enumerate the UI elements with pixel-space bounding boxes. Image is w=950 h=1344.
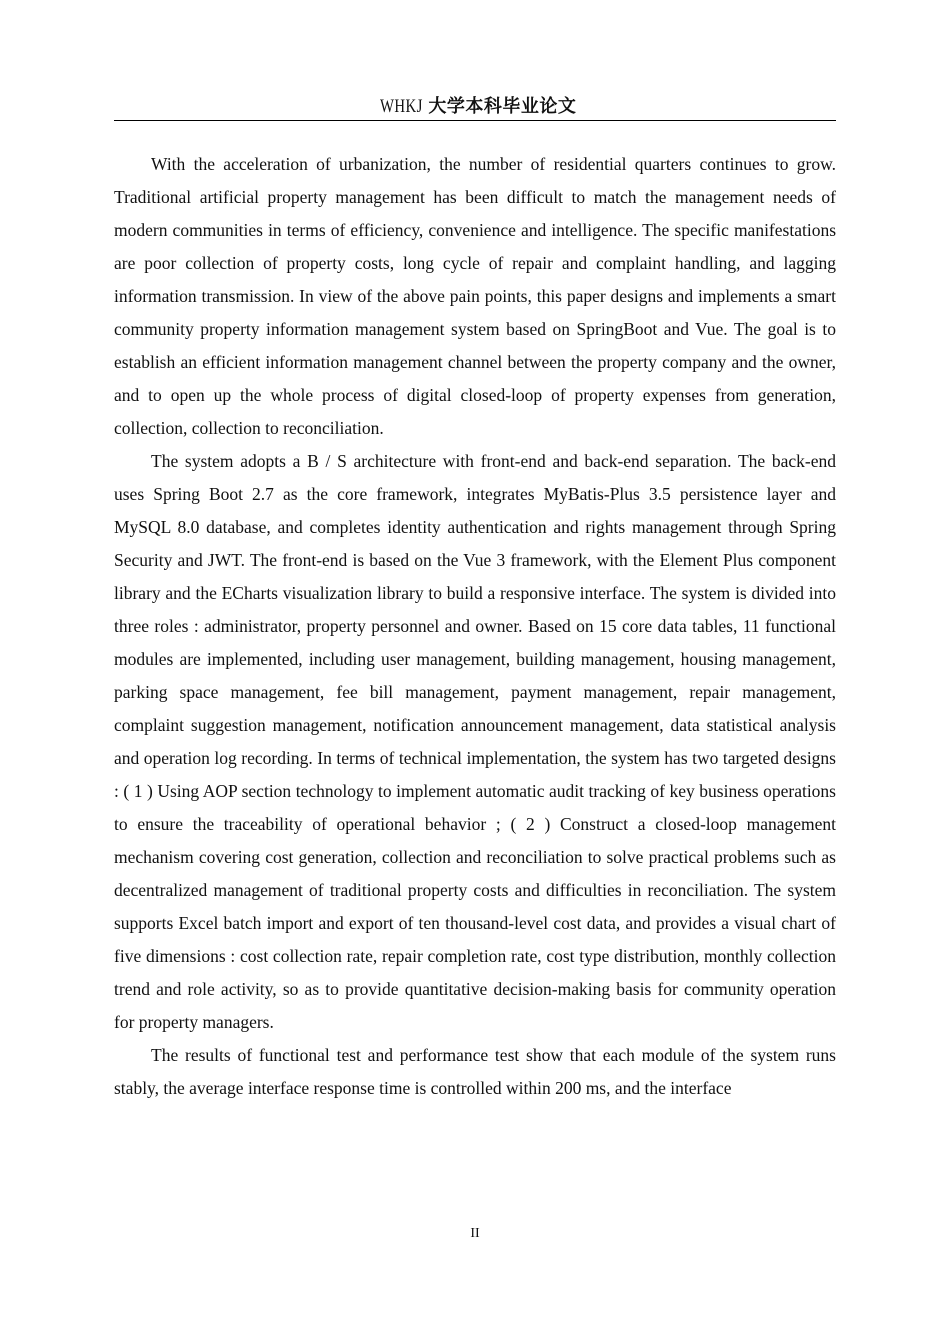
page-number: II	[470, 1226, 480, 1241]
header-title-cjk: 大学本科毕业论文	[428, 96, 577, 117]
paragraph-1: With the acceleration of urbanization, the number of residential quarters continues to grow. Traditional artificial property management has been difficult to match the management needs of modern communities in terms of efficiency, convenience and intelligence. The specific manifestations are poor collection of property costs, long cycle of repair and complaint handling, and lagging information transmission. In view of the above pain points, this paper designs and implements a smart community property information management system based on SpringBoot and Vue. The goal is to establish an efficient information management channel between the property company and the owner, and to open up the whole process of digital closed-loop of property expenses from generation, collection, collection to reconciliation.	[114, 154, 836, 438]
paragraph-2: The system adopts a B / S architecture with front-end and back-end separation. The back-end uses Spring Boot 2.7 as the core framework, integrates MyBatis-Plus 3.5 persistence layer and MySQL 8.0 database, and completes identity authentication and rights management through Spring Security and JWT. The front-end is based on the Vue 3 framework, with the Element Plus component library and the ECharts visualization library to build a responsive interface. The system is divided into three roles : administrator, property personnel and owner. Based on 15 core data tables, 11 functional modules are implemented, including user management, building management, housing management, parking space management, fee bill management, payment management, repair management, complaint suggestion management, notification announcement management, data statistical analysis and operation log recording. In terms of technical implementation, the system has two targeted designs : ( 1 ) Using AOP section technology to implement automatic audit tracking of key business operations to ensure the traceability of operational behavior ; ( 2 ) Construct a closed-loop management mechanism covering cost generation, collection and reconciliation to solve practical problems such as decentralized management of traditional property costs and difficulties in reconciliation. The system supports Excel batch import and export of ten thousand-level cost data, and provides a visual chart of five dimensions : cost collection rate, repair completion rate, cost type distribution, monthly collection trend and role activity, so as to provide quantitative decision-making basis for community operation for property managers.	[114, 451, 836, 1032]
header-title-latin: WHKJ	[379, 96, 423, 117]
abstract-body	[114, 148, 836, 1105]
paragraph-3: The results of functional test and performance test show that each module of the system runs stably, the average interface response time is controlled within 200 ms, and the interface	[114, 1045, 836, 1098]
page-header	[114, 94, 836, 121]
